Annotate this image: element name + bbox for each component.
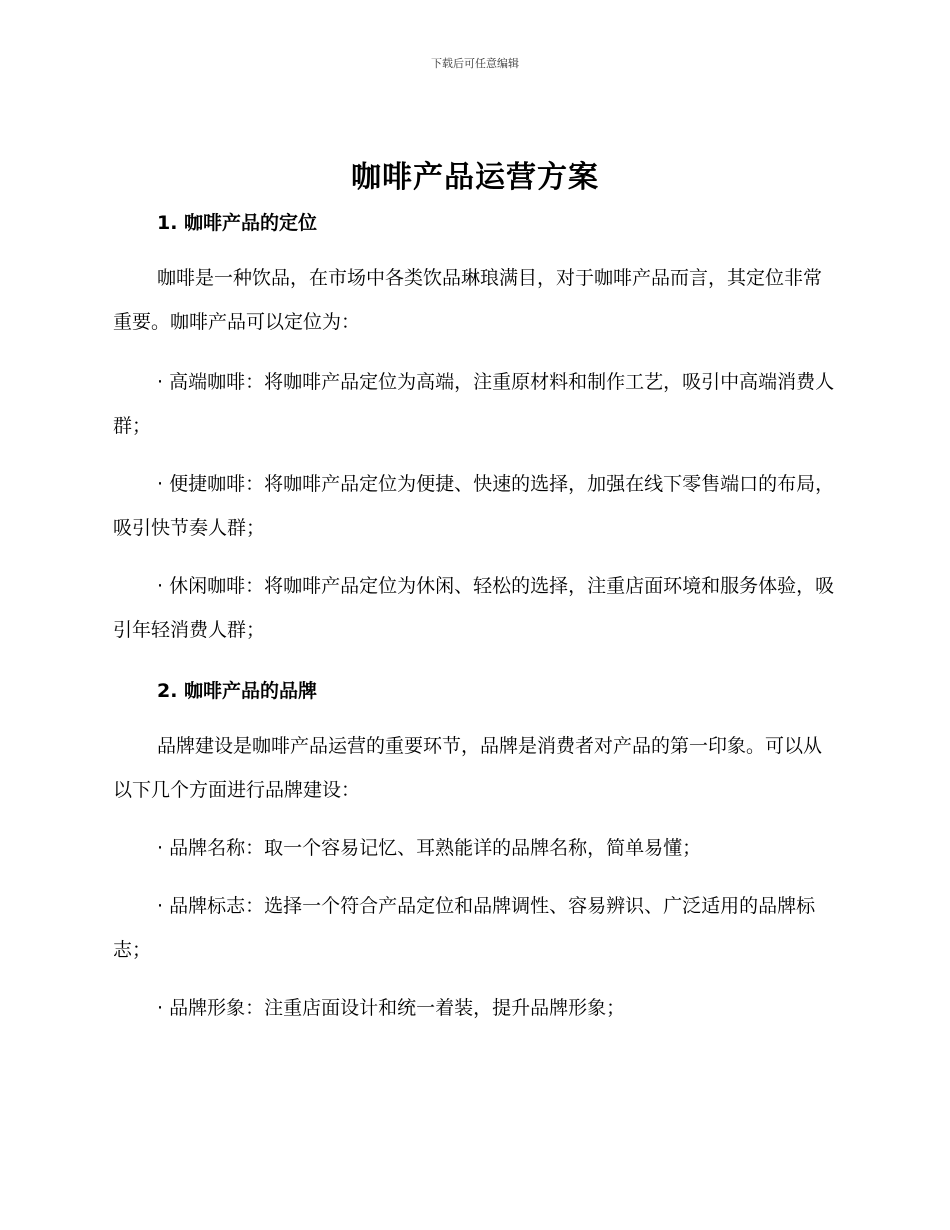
paragraph-text: 咖啡是一种饮品，在市场中各类饮品琳琅满目，对于咖啡产品而言，其定位非常重要。咖啡产品可以定位为： — [113, 267, 823, 333]
paragraph — [113, 256, 838, 344]
bullet-item — [113, 826, 838, 870]
bullet-text: · 休闲咖啡：将咖啡产品定位为休闲、轻松的选择，注重店面环境和服务体验，吸引年轻消费人群； — [113, 575, 835, 641]
section-heading-brand: 2. 咖啡产品的品牌 — [157, 680, 318, 702]
bullet-item — [113, 986, 838, 1030]
bullet-item — [113, 360, 838, 448]
bullet-text: · 品牌标志：选择一个符合产品定位和品牌调性、容易辨识、广泛适用的品牌标志； — [113, 895, 816, 961]
paragraph — [113, 724, 838, 812]
bullet-text: · 品牌名称：取一个容易记忆、耳熟能详的品牌名称，简单易懂； — [157, 837, 702, 859]
bullet-item — [113, 564, 838, 652]
bullet-text: · 高端咖啡：将咖啡产品定位为高端，注重原材料和制作工艺，吸引中高端消费人群； — [113, 371, 835, 437]
bullet-text: · 便捷咖啡：将咖啡产品定位为便捷、快速的选择，加强在线下零售端口的布局，吸引快节奏人群； — [113, 473, 835, 539]
header-note: 下载后可任意编辑 — [431, 57, 519, 70]
bullet-item — [113, 462, 838, 550]
paragraph-text: 品牌建设是咖啡产品运营的重要环节，品牌是消费者对产品的第一印象。可以从以下几个方面进行品牌建设： — [113, 735, 823, 801]
bullet-text: · 品牌形象：注重店面设计和统一着装，提升品牌形象； — [157, 997, 626, 1019]
bullet-item — [113, 884, 838, 972]
document-title: 咖啡产品运营方案 — [351, 160, 599, 195]
section-heading-positioning: 1. 咖啡产品的定位 — [157, 212, 318, 234]
